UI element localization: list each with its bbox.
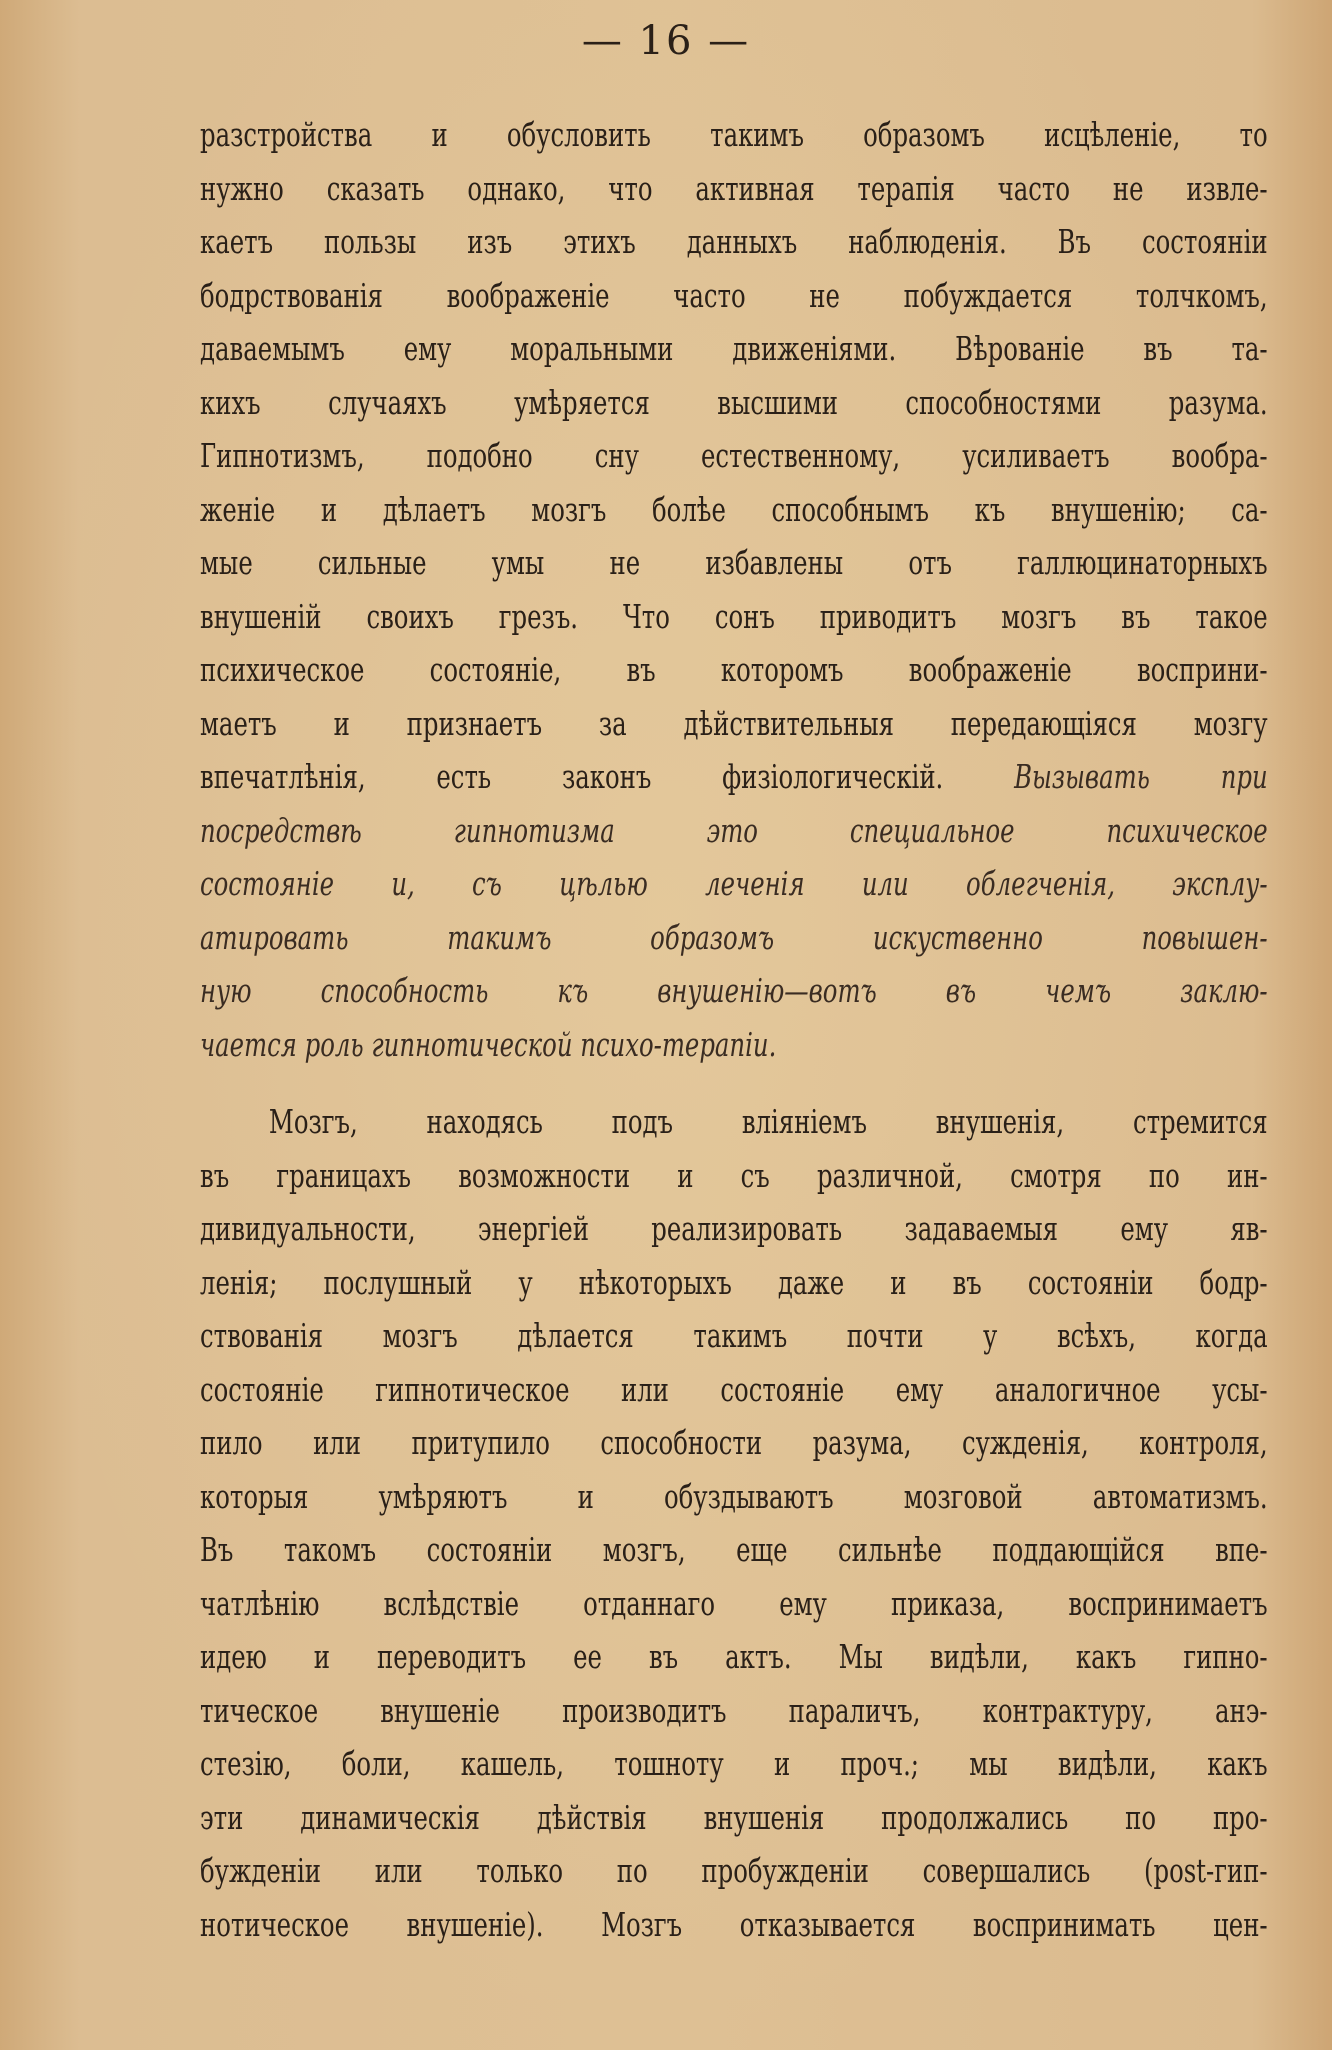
text-line: пило или притупило способности разума, сужденія, контроля, — [200, 1423, 1268, 1462]
text-italic-part: Вызывать при — [1014, 757, 1268, 796]
text-line: идею и переводитъ ее въ актъ. Мы видѣли, какъ гипно- — [200, 1637, 1268, 1676]
italic-line: ную способность къ внушенію—вотъ въ чемъ заклю- — [200, 971, 1268, 1010]
italic-line: атировать такимъ образомъ искуственно повышен- — [200, 917, 1268, 957]
page-body — [200, 108, 1312, 1951]
text-line: нотическое внушеніе). Мозгъ отказывается воспринимать цен- — [200, 1904, 1268, 1944]
text-regular-part: впечатлѣнія, есть законъ физіологическій. — [200, 757, 1015, 796]
text-line: кихъ случаяхъ умѣряется высшими способностями разума. — [200, 382, 1268, 422]
text-line: бодрствованія воображеніе часто не побуждается толчкомъ, — [200, 275, 1268, 315]
italic-line: состояніе и, съ цѣлью леченія или облегченія, эксплу- — [200, 864, 1268, 903]
text-line: мые сильные умы не избавлены отъ галлюцинаторныхъ — [200, 543, 1268, 582]
text-line: каетъ пользы изъ этихъ данныхъ наблюденія. Въ состояніи — [200, 222, 1268, 261]
text-line: дивидуальности, энергіей реализировать задаваемыя ему яв- — [200, 1209, 1268, 1248]
text-line: даваемымъ ему моральными движеніями. Вѣрованіе въ та- — [200, 329, 1268, 368]
text-line: состояніе гипнотическое или состояніе ему аналогичное усы- — [200, 1369, 1268, 1409]
text-line: нужно сказать однако, что активная терапія часто не извле- — [200, 168, 1268, 208]
text-line: бужденіи или только по пробужденіи совершались (post-гип- — [200, 1851, 1268, 1890]
italic-line: чается роль гипнотической психо-терапіи. — [200, 1024, 777, 1064]
page-number: — 16 — — [581, 18, 751, 64]
italic-line: посредствѣ гипнотизма это специальное психическое — [200, 810, 1268, 850]
text-line: Гипнотизмъ, подобно сну естественному, усиливаетъ вообра- — [200, 436, 1268, 475]
text-line: женіе и дѣлаетъ мозгъ болѣе способнымъ къ внушенію; са- — [200, 489, 1268, 529]
text-line-mixed — [200, 750, 1268, 804]
paragraph-1 — [200, 108, 1312, 1071]
text-line: Въ такомъ состояніи мозгъ, еще сильнѣе поддающійся впе- — [200, 1530, 1268, 1569]
text-line: стезію, боли, кашель, тошноту и проч.; мы видѣли, какъ — [200, 1744, 1268, 1783]
text-line: которыя умѣряютъ и обуздываютъ мозговой автоматизмъ. — [200, 1476, 1268, 1516]
text-line: психическое состояніе, въ которомъ воображеніе восприни- — [200, 650, 1268, 689]
text-line: ленія; послушный у нѣкоторыхъ даже и въ состояніи бодр- — [200, 1262, 1268, 1302]
text-line: ствованія мозгъ дѣлается такимъ почти у всѣхъ, когда — [200, 1316, 1268, 1355]
text-line: чатлѣнію вслѣдствіе отданнаго ему приказа, воспринимаетъ — [200, 1583, 1268, 1623]
paragraph-gap — [200, 1071, 1312, 1095]
paragraph-2 — [200, 1095, 1312, 1951]
text-line: Мозгъ, находясь подъ вліяніемъ внушенія, стремится — [268, 1102, 1268, 1141]
text-line: внушеній своихъ грезъ. Что сонъ приводитъ мозгъ въ такое — [200, 596, 1268, 636]
text-line: разстройства и обусловить такимъ образомъ исцѣленіе, то — [200, 115, 1268, 154]
text-line: эти динамическія дѣйствія внушенія продолжались по про- — [200, 1797, 1268, 1837]
text-line: тическое внушеніе производитъ параличъ, контрактуру, анэ- — [200, 1690, 1268, 1730]
text-line: маетъ и признаетъ за дѣйствительныя передающіяся мозгу — [200, 703, 1268, 743]
text-line: въ границахъ возможности и съ различной, смотря по ин- — [200, 1155, 1268, 1195]
